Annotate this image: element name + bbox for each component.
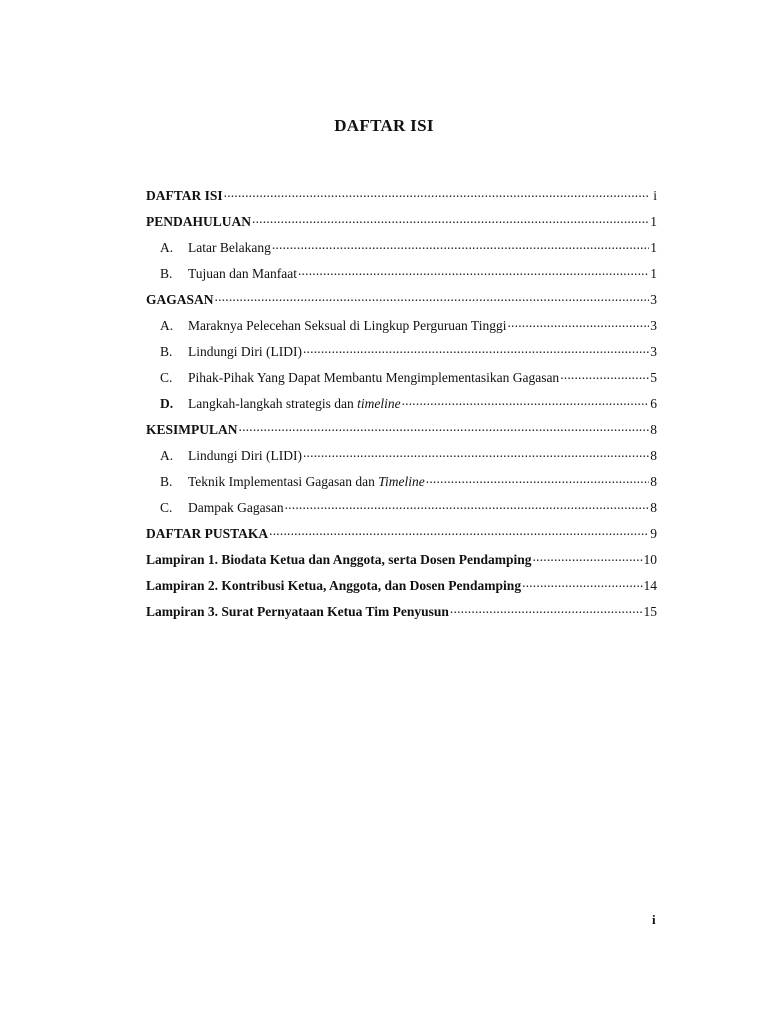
leader-dots [298, 264, 649, 278]
toc-entry-italic-text: Timeline [378, 474, 425, 489]
toc-entry-italic-text: timeline [357, 396, 401, 411]
leader-dots [285, 498, 650, 512]
toc-entry-text: Lindungi Diri (LIDI) [188, 448, 302, 463]
toc-entry-letter: C. [160, 500, 173, 515]
toc-entry-text: Lindungi Diri (LIDI) [188, 344, 302, 359]
toc-entry-teknik-implementasi[interactable] [146, 472, 657, 498]
toc-entry-lampiran-1[interactable] [146, 550, 657, 576]
toc-entry-text: GAGASAN [146, 292, 214, 307]
leader-dots [507, 316, 649, 330]
toc-page-number: 8 [650, 448, 657, 463]
leader-dots [426, 472, 650, 486]
toc-entry-letter: C. [160, 370, 173, 385]
leader-dots [560, 368, 649, 382]
toc-page-number: 15 [643, 604, 657, 619]
toc-entry-lampiran-3[interactable] [146, 602, 657, 628]
toc-page-number: 8 [650, 500, 657, 515]
toc-entry-text: Langkah-langkah strategis dan timeline [188, 396, 401, 411]
toc-entry-text: DAFTAR ISI [146, 188, 223, 203]
toc-entry-letter: A. [160, 448, 174, 463]
toc-entry-text: Lampiran 3. Surat Pernyataan Ketua Tim Penyusun [146, 604, 449, 619]
toc-entry-text: Pihak-Pihak Yang Dapat Membantu Mengimplementasikan Gagasan [188, 370, 560, 385]
toc-page-number: 6 [650, 396, 657, 411]
toc-page-number: 1 [650, 266, 657, 281]
toc-entry-gagasan[interactable] [146, 290, 657, 316]
toc-page-number: 3 [650, 318, 657, 333]
leader-dots [303, 342, 649, 356]
toc-entry-lindungi-diri[interactable] [146, 342, 657, 368]
leader-dots [522, 576, 642, 590]
footer-page-number: i [652, 912, 656, 927]
toc-entry-maraknya-pelecehan[interactable] [146, 316, 657, 342]
toc-entry-langkah-strategis[interactable] [146, 394, 657, 420]
leader-dots [215, 290, 650, 304]
toc-entry-dampak-gagasan[interactable] [146, 498, 657, 524]
toc-entry-daftar-isi[interactable] [146, 186, 657, 212]
leader-dots [269, 524, 649, 538]
toc-entry-text: Lampiran 2. Kontribusi Ketua, Anggota, dan Dosen Pendamping [146, 578, 522, 593]
toc-entry-letter: B. [160, 266, 173, 281]
leader-dots [303, 446, 649, 460]
toc-entry-letter: A. [160, 318, 174, 333]
toc-entry-daftar-pustaka[interactable] [146, 524, 657, 550]
leader-dots [239, 420, 650, 434]
page-title: DAFTAR ISI [334, 116, 434, 135]
toc-entry-letter: B. [160, 344, 173, 359]
toc-page-number: 3 [650, 344, 657, 359]
toc-page-number: i [653, 188, 657, 203]
leader-dots [450, 602, 643, 616]
toc-entry-letter: A. [160, 240, 174, 255]
leader-dots [252, 212, 649, 226]
toc-entry-text: Maraknya Pelecehan Seksual di Lingkup Perguruan Tinggi [188, 318, 507, 333]
toc-entry-latar-belakang[interactable] [146, 238, 657, 264]
toc-page-number: 8 [650, 422, 657, 437]
table-of-contents [146, 186, 657, 628]
toc-entry-text: PENDAHULUAN [146, 214, 252, 229]
leader-dots [402, 394, 650, 408]
leader-dots [533, 550, 643, 564]
toc-entry-pihak-pihak[interactable] [146, 368, 657, 394]
toc-entry-text: KESIMPULAN [146, 422, 238, 437]
toc-entry-text: DAFTAR PUSTAKA [146, 526, 269, 541]
toc-page-number: 5 [650, 370, 657, 385]
toc-entry-text: Latar Belakang [188, 240, 271, 255]
toc-entry-tujuan-dan-manfaat[interactable] [146, 264, 657, 290]
toc-page-number: 14 [643, 578, 657, 593]
toc-entry-text: Lampiran 1. Biodata Ketua dan Anggota, serta Dosen Pendamping [146, 552, 532, 567]
toc-page-number: 9 [650, 526, 657, 541]
toc-page-number: 10 [643, 552, 657, 567]
toc-entry-text: Teknik Implementasi Gagasan dan Timeline [188, 474, 425, 489]
toc-entry-lampiran-2[interactable] [146, 576, 657, 602]
toc-page-number: 1 [650, 240, 657, 255]
leader-dots [224, 186, 650, 200]
toc-entry-letter: D. [160, 396, 174, 411]
toc-page-number: 1 [650, 214, 657, 229]
toc-page-number: 8 [650, 474, 657, 489]
toc-entry-text: Tujuan dan Manfaat [188, 266, 297, 281]
toc-entry-text: Dampak Gagasan [188, 500, 284, 515]
toc-page-number: 3 [650, 292, 657, 307]
toc-entry-letter: B. [160, 474, 173, 489]
leader-dots [272, 238, 649, 252]
toc-entry-lindungi-diri-2[interactable] [146, 446, 657, 472]
toc-entry-kesimpulan[interactable] [146, 420, 657, 446]
toc-entry-pendahuluan[interactable] [146, 212, 657, 238]
